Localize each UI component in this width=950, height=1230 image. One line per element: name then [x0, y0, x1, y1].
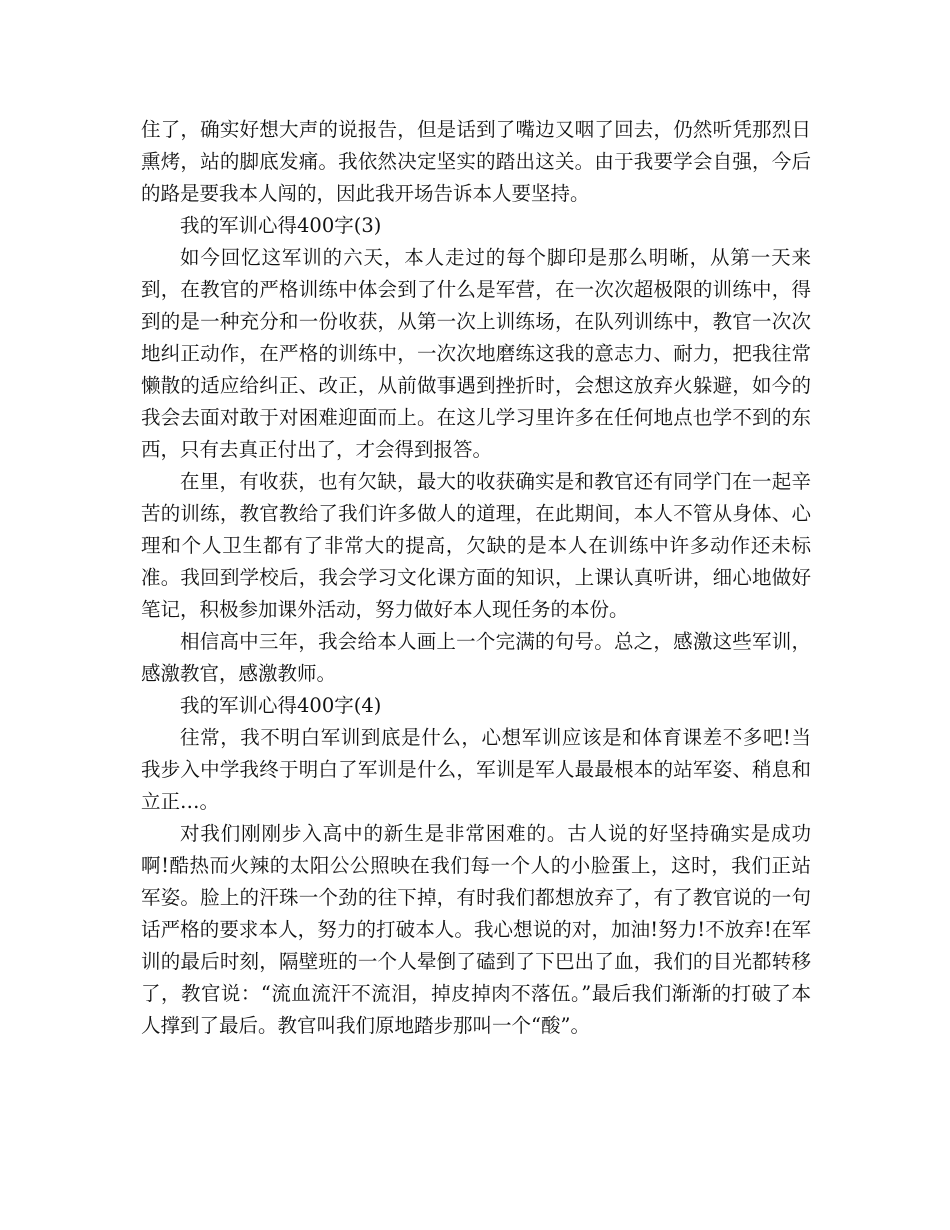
paragraph-continued: 住了，确实好想大声的说报告，但是话到了嘴边又咽了回去，仍然听凭那烈日熏烤，站的脚底发痛。我依然决定坚实的踏出这关。由于我要学会自强，今后的路是要我本人闯的，因此我开场告诉本人要坚持。 [141, 118, 811, 205]
paragraph: 往常，我不明白军训到底是什么，心想军训应该是和体育课差不多吧!当我步入中学我终于明白了军训是什么，军训是军人最最根本的站军姿、稍息和立正…。 [141, 726, 811, 813]
section-heading-4: 我的军训心得400字(4) [180, 694, 382, 717]
paragraph: 相信高中三年，我会给本人画上一个完满的句号。总之，感激这些军训，感激教官，感激教师。 [141, 630, 811, 685]
section-heading-3: 我的军训心得400字(3) [180, 214, 382, 237]
paragraph: 如今回忆这军训的六天，本人走过的每个脚印是那么明晰，从第一天来到，在教官的严格训练中体会到了什么是军营，在一次次超极限的训练中，得到的是一种充分和一份收获，从第一次上训练场，在队列训练中，教官一次次地纠正动作，在严格的训练中，一次次地磨练这我的意志力、耐力，把我往常懒散的适应给纠正、改正，从前做事遇到挫折时，会想这放弃火躲避，如今的我会去面对敢于对困难迎面而上。在这儿学习里许多在任何地点也学不到的东西，只有去真正付出了，才会得到报答。 [141, 246, 811, 461]
paragraph: 在里，有收获，也有欠缺，最大的收获确实是和教官还有同学门在一起辛苦的训练，教官教给了我们许多做人的道理，在此期间，本人不管从身体、心理和个人卫生都有了非常大的提高，欠缺的是本人在训练中许多动作还未标准。我回到学校后，我会学习文化课方面的知识，上课认真听讲，细心地做好笔记，积极参加课外活动，努力做好本人现任务的本份。 [141, 470, 811, 621]
document-page [141, 114, 811, 1042]
paragraph: 对我们刚刚步入高中的新生是非常困难的。古人说的好坚持确实是成功啊!酷热而火辣的太阳公公照映在我们每一个人的小脸蛋上，这时，我们正站军姿。脸上的汗珠一个劲的往下掉，有时我们都想放弃了，有了教官说的一句话严格的要求本人，努力的打破本人。我心想说的对，加油!努力!不放弃!在军训的最后时刻，隔壁班的一个人晕倒了磕到了下巴出了血，我们的目光都转移了，教官说：“流血流汗不流泪，掉皮掉肉不落伍。”最后我们渐渐的打破了本人撑到了最后。教官叫我们原地踏步那叫一个“酸”。 [141, 822, 811, 1037]
